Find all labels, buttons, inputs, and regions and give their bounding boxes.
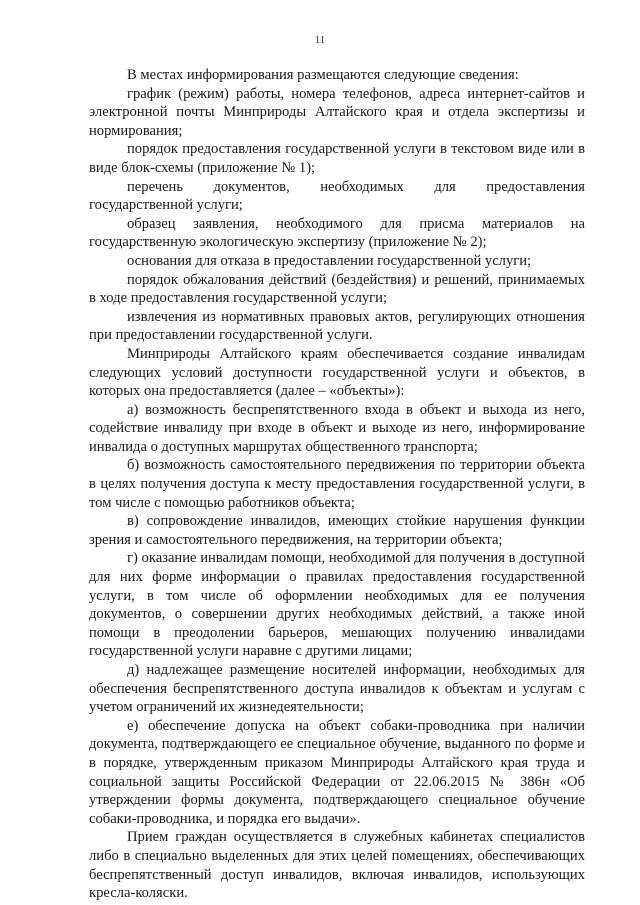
paragraph-intro: В местах информирования размещаются следующие сведения: [127, 67, 519, 83]
paragraph-appeal-procedure: порядок обжалования действий (бездействия) и решений, принимаемых в ходе предоставления государственной услуги; [89, 271, 585, 307]
paragraph-documents-list: перечень документов, необходимых для предоставления государственной услуги; [89, 178, 585, 214]
paragraph-item-b: б) возможность самостоятельного передвижения по территории объекта в целях получения доступа к месту предоставления государственной услуги, в том числе с помощью работников объекта; [89, 457, 585, 511]
paragraph-item-a: а) возможность беспрепятственного входа в объект и выхода из него, содействие инвалиду при входе в объект и выходе из него, информирование инвалида о доступных маршрутах общественного транспорта; [89, 401, 585, 455]
document-body [89, 66, 585, 903]
paragraph-refusal-grounds: основания для отказа в предоставлении государственной услуги; [127, 252, 532, 269]
paragraph-accessibility-intro: Минприроды Алтайского краям обеспечивается создание инвалидам следующих условий доступности государственной услуги и объектов, в которых она предоставляется (далее – «объекты»): [89, 345, 585, 400]
paragraph-legal-extracts: извлечения из нормативных правовых актов, регулирующих отношения при предоставлении государственной услуги. [89, 308, 585, 344]
paragraph-item-d: д) надлежащее размещение носителей информации, необходимых для обеспечения беспрепятственного доступа инвалидов к объектам и услугам с учетом ограничений их жизнедеятельности; [89, 662, 585, 716]
paragraph-item-g: г) оказание инвалидам помощи, необходимой для получения в доступной для них форме информации о правилах предоставления государственной услуги, в том числе об оформлении необходимых для ее получения документов, о совершении других необходимых действий, а также иной помощи в преодолении барьеров, мешающих получению инвалидами государственной услуги наравне с другими лицами; [89, 550, 585, 660]
page-number: 11 [314, 34, 326, 46]
paragraph-item-v: в) сопровождение инвалидов, имеющих стойкие нарушения функции зрения и самостоятельного передвижения, на территории объекта; [89, 513, 585, 548]
paragraph-schedule: график (режим) работы, номера телефонов, адреса интернет-сайтов и электронной почты Минприроды Алтайского края и отдела экспертизы и нормирования; [89, 85, 585, 139]
paragraph-procedure: порядок предоставления государственной услуги в текстовом виде или в виде блок-схемы (приложение № 1); [89, 141, 585, 176]
paragraph-item-e: е) обеспечение допуска на объект собаки-проводника при наличии документа, подтверждающего ее специальное обучение, выданного по форме и в порядке, утвержденным приказом Минприроды Алтайского края труда и социальной защиты Российской Федерации от 22.06.2015 № 386н «Об утверждении формы документа, подтверждающего специальное обучение собаки-проводника, и порядка его выдачи». [89, 717, 585, 827]
paragraph-reception: Прием граждан осуществляется в служебных кабинетах специалистов либо в специально выделенных для этих целей помещениях, обеспечивающих беспрепятственный доступ инвалидов, включая инвалидов, использующих кресла-коляски. [89, 829, 585, 902]
paragraph-application-sample: образец заявления, необходимого для присма материалов на государственную экологическую экспертизу (приложение № 2); [89, 215, 585, 251]
